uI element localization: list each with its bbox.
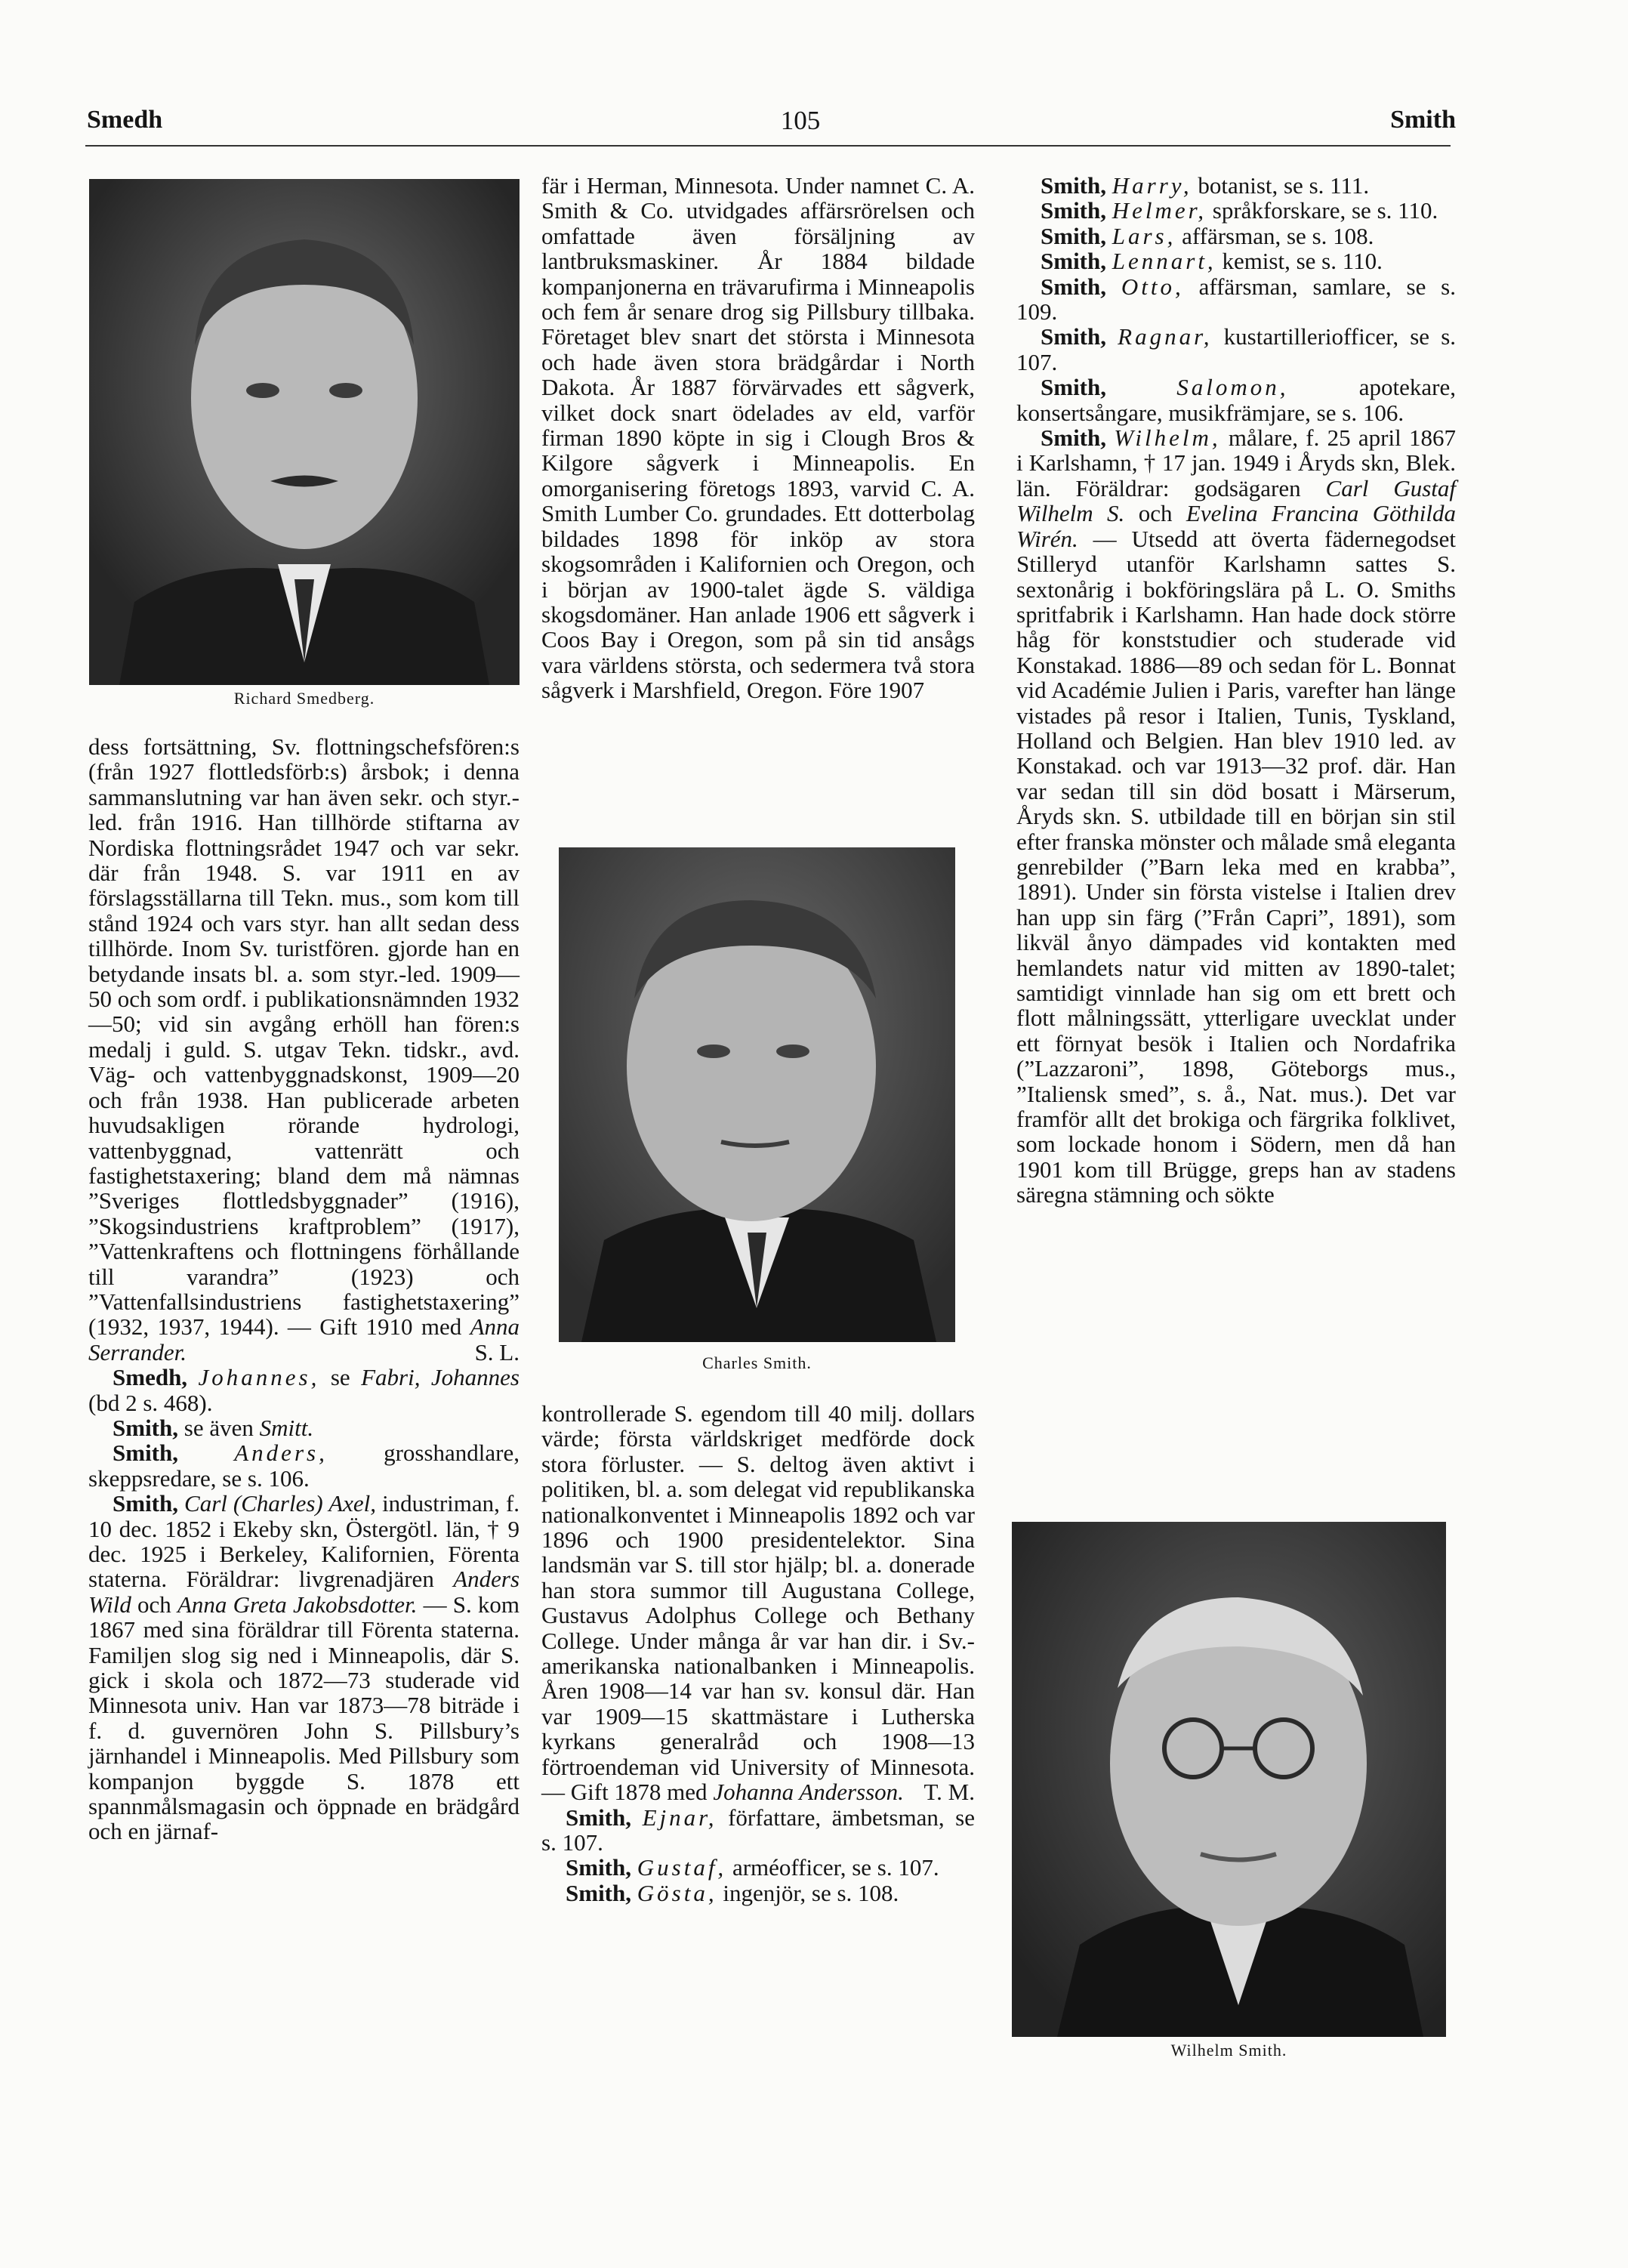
entry-head: Smith, xyxy=(1041,172,1106,199)
entry-text: ingenjör, se s. 108. xyxy=(723,1879,899,1906)
entry-name: Salomon, xyxy=(1176,374,1289,401)
entry-head: Smith, xyxy=(113,1439,178,1467)
column-3 xyxy=(1016,173,1456,1208)
entry-text: arméofficer, se s. 107. xyxy=(732,1854,939,1881)
entry-head: Smith, xyxy=(113,1414,178,1441)
portrait-wilhelm-image xyxy=(1012,1522,1446,2037)
entry-tail: (bd 2 s. 468). xyxy=(88,1389,213,1416)
entry-smith-otto xyxy=(1016,274,1456,325)
entry-name: Wilhelm, xyxy=(1114,424,1221,452)
entry-smith-anders xyxy=(88,1440,520,1491)
running-head-left: Smedh xyxy=(87,106,163,134)
entry-name: Gösta, xyxy=(637,1879,717,1906)
entry-text: kustartilleriofficer, se s. 107. xyxy=(1016,323,1457,375)
col2-wife-name: Johanna Andersson. xyxy=(713,1779,904,1806)
entry-head: Smith, xyxy=(566,1854,631,1881)
entry-ref: Smitt. xyxy=(259,1414,314,1441)
page-number: 105 xyxy=(780,106,821,135)
header-rule xyxy=(85,145,1451,147)
entry-text: författare, ämbetsman, se s. 107. xyxy=(541,1804,975,1856)
entry-smith-see-also xyxy=(88,1415,520,1440)
entry-smith-gustaf xyxy=(541,1855,975,1880)
entry-head: Smith, xyxy=(1041,323,1106,350)
entry-mother: Anna Greta Jakobsdotter. xyxy=(177,1591,418,1618)
entry-text: botanist, se s. 111. xyxy=(1198,172,1370,199)
column-2-bottom xyxy=(541,1401,975,1905)
entry-text: kemist, se s. 110. xyxy=(1222,248,1383,275)
column-1 xyxy=(88,734,520,1844)
entry-head: Smedh, xyxy=(113,1364,188,1391)
col2-signature: T. M. xyxy=(923,1779,975,1806)
entry-name: Anders, xyxy=(234,1439,328,1467)
entry-smith-wilhelm xyxy=(1016,425,1456,1208)
entry-smith-ejnar xyxy=(541,1805,975,1856)
entry-name: Otto, xyxy=(1121,273,1184,300)
portrait-richard-smedberg xyxy=(89,179,520,685)
entry-head: Smith, xyxy=(1041,222,1106,249)
entry-name: Carl (Charles) Axel, xyxy=(184,1490,377,1517)
entry-smith-lars xyxy=(1016,224,1456,248)
entry-text: grosshandlare, skeppsredare, se s. 106. xyxy=(88,1439,520,1492)
entry-name: Lars, xyxy=(1112,222,1176,249)
entry-name: Harry, xyxy=(1112,172,1192,199)
entry-head: Smith, xyxy=(1041,424,1106,452)
entry-text-2: — S. kom 1867 med sina föräldrar till Förenta staterna. Familjen slog sig ned i Minneapolis, där S. gick i skola och 1872—73 studerade vid Minnesota univ. Han var 1873—78 biträde i f. d. guvernören John S. Pillsbury’s järnhandel i Minneapolis. Med Pillsbury som kompanjon byggde S. 1878 ett spannmålsmagasin och öppnade en brädgård och en järnaf- xyxy=(88,1591,520,1845)
caption-wilhelm-smith: Wilhelm Smith. xyxy=(1170,2041,1287,2060)
portrait-charles-smith xyxy=(559,847,955,1342)
col2-text-bottom: kontrollerade S. egendom till 40 milj. dollars värde; första världskriget medförde dock stora förluster. — S. deltog även aktivt i politiken, bl. a. som delegat vid republikanska nationalkonventet i Minneapolis 1892 och var 1896 och 1900 presidentelektor. Sina landsmän var S. till stor hjälp; bl. a. donerade han stora summor till Augustana College, Gustavus Adolphus College och Bethany College. Under många år var han dir. i Sv.-amerikanska nationalbanken i Minneapolis. Åren 1908—14 var han sv. konsul där. Han var 1909—15 skattmästare i Lutherska kyrkans generalråd och 1908—13 förtroendeman vid University of Minnesota. — Gift 1878 med xyxy=(541,1400,975,1806)
entry-smith-helmer xyxy=(1016,198,1456,223)
entry-text: affärsman, samlare, se s. 109. xyxy=(1016,273,1456,326)
entry-smith-ragnar xyxy=(1016,324,1456,375)
entry-smedh-johannes xyxy=(88,1365,520,1415)
running-head-right: Smith xyxy=(1390,106,1456,134)
portrait-wilhelm-smith xyxy=(1012,1522,1446,2037)
entry-mother: Evelina Francina Göthilda Wirén. xyxy=(1016,500,1457,552)
col1-paragraph xyxy=(88,734,520,1365)
portrait-smedberg-image xyxy=(89,179,520,685)
entry-name: Ejnar, xyxy=(642,1804,717,1831)
col1-signature: S. L. xyxy=(474,1338,520,1365)
entry-father: Carl Gustaf Wilhelm S. xyxy=(1016,474,1457,527)
entry-smith-lennart xyxy=(1016,248,1456,273)
entry-name: Johannes, xyxy=(198,1364,320,1391)
entry-head: Smith, xyxy=(1041,248,1106,275)
entry-text: språkforskare, se s. 110. xyxy=(1212,197,1438,224)
col2-paragraph xyxy=(541,1401,975,1805)
entry-see: se xyxy=(330,1364,350,1391)
entry-head: Smith, xyxy=(113,1490,178,1517)
col2-text-top: fär i Herman, Minnesota. Under namnet C. A. Smith & Co. utvidgades affärsrörelsen och omfattade även försäljning av lantbruksmaskiner. År 1884 bildade kompanjonerna en trävarufirma i Minneapolis och fem år senare drog sig Pillsbury tillbaka. Företaget blev snart det största i Minnesota och hade även stora brädgårdar i North Dakota. År 1887 förvärvades ett sågverk, vilket dock snart ödelades av eld, varför firman 1890 köpte in sig i Clough Bros & Kilgore sågverk i Minneapolis. En omorganisering företogs 1893, varvid C. A. Smith Lumber Co. grundades. Ett dotterbolag bildades 1898 för inköp av stora skogsområden i Kalifornien och Oregon, och i början av 1900-talet ägde S. väldiga skogsdomäner. Han anlade 1906 ett sågverk i Coos Bay i Oregon, som på sin tid ansågs vara världens största, och sedermera två stora sågverk i Marshfield, Oregon. Före 1907 xyxy=(541,172,975,704)
entry-smith-carl-axel xyxy=(88,1491,520,1844)
entry-text: industriman, f. 10 dec. 1852 i Ekeby skn, Östergötl. län, † 9 dec. 1925 i Berkeley, Kalifornien, Förenta staterna. Föräldrar: livgrenadjären xyxy=(88,1490,520,1593)
column-2 xyxy=(541,173,975,703)
entry-name: Gustaf, xyxy=(637,1854,727,1881)
entry-and: och xyxy=(1138,500,1173,527)
entry-head: Smith, xyxy=(566,1879,631,1906)
entry-text-2: — Utsedd att överta fädernegodset Stilleryd utanför Karlshamn sattes S. sextonårig i bokföringslära på L. O. Smiths spritfabrik i Karlshamn. Han hade dock större håg för konststudier och studerade vid Konstakad. 1886—89 och sedan för L. Bonnat vid Académie Julien i Paris, varefter han länge vistades på resor i Italien, Tunis, Tyskland, Holland och Belgien. Han blev 1910 led. av Konstakad. och var 1913—32 prof. där. Han var sedan till sin död bosatt i Märserum, Åryds skn. S. utbildade till en början sin stil efter franska mönster och målade små eleganta genrebilder (”Barn leka med en krabba”, 1891). Under sin första vistelse i Italien drev han upp sin färg (”Från Capri”, 1891), som likväl ånyo dämpades vid kontakten med hemlandets natur vid mitten av 1890-talet; samtidigt vinnlade han sig om ett brett och flott målningssätt, ytterligare uvecklat under ett förnyat besök i Italien och Nordafrika (”Lazzaroni”, 1898, Göteborgs mus., ”Italiensk smed”, s. å., Nat. mus.). Det var framför allt det brokiga och färgrika folklivet, som lockade honom i Södern, men då han 1901 kom till Brügge, greps han av stadens säregna stämning och sökte xyxy=(1016,525,1456,1208)
entry-head: Smith, xyxy=(566,1804,631,1831)
entry-name: Ragnar, xyxy=(1118,323,1213,350)
entry-ref: Fabri, Johannes xyxy=(361,1364,520,1391)
entry-head: Smith, xyxy=(1041,273,1106,300)
entry-head: Smith, xyxy=(1041,374,1106,401)
entry-father: Anders Wild xyxy=(88,1566,520,1618)
col1-text-smedberg: dess fortsättning, Sv. flottningschefsfören:s (från 1927 flottledsförb:s) årsbok; i denna sammanslutning var han även sekr. och styr.-led. från 1916. Han tillhörde stiftarna av Nordiska flottningsrådet 1947 och var sekr. där från 1948. S. var 1911 en av förslagsställarna till Tekn. mus., som kom till stånd 1924 och vars styr. han allt sedan dess tillhörde. Inom Sv. turistfören. gjorde han en betydande insats bl. a. som styr.-led. 1909—50 och som ordf. i publikationsnämnden 1932—50; vid sin avgång erhöll han fören:s medalj i guld. S. utgav Tekn. tidskr., avd. Väg- och vattenbyggnadskonst, 1909—20 och från 1938. Han publicerade arbeten huvudsakligen rörande hydrologi, vattenbyggnad, vattenrätt och fastighetstaxering; bland dem må nämnas ”Sveriges flottledsbyggnader” (1916), ”Skogsindustriens kraftproblem” (1917), ”Vattenkraftens och flottningens förhållande till varandra” (1923) och ”Vattenfallsindustriens fastighetstaxering” (1932, 1937, 1944). — Gift 1910 med xyxy=(88,733,520,1341)
col1-wife-name: Anna Serrander. xyxy=(88,1313,520,1365)
entry-name: Lennart, xyxy=(1112,248,1216,275)
entry-smith-salomon xyxy=(1016,375,1456,425)
entry-smith-gosta xyxy=(541,1881,975,1905)
entry-smith-harry xyxy=(1016,173,1456,198)
caption-richard-smedberg: Richard Smedberg. xyxy=(233,689,375,708)
entry-and: och xyxy=(137,1591,171,1618)
entry-text: se även xyxy=(183,1414,254,1441)
portrait-charles-image xyxy=(559,847,955,1342)
entry-head: Smith, xyxy=(1041,197,1106,224)
entry-name: Helmer, xyxy=(1112,197,1207,224)
entry-text: apotekare, konsertsångare, musikfrämjare, se s. 106. xyxy=(1016,374,1457,426)
entry-text: målare, f. 25 april 1867 i Karlshamn, † 17 jan. 1949 i Åryds skn, Blek. län. Föräldrar: godsägaren xyxy=(1016,424,1456,501)
entry-text: affärsman, se s. 108. xyxy=(1182,222,1374,249)
caption-charles-smith: Charles Smith. xyxy=(702,1353,812,1372)
